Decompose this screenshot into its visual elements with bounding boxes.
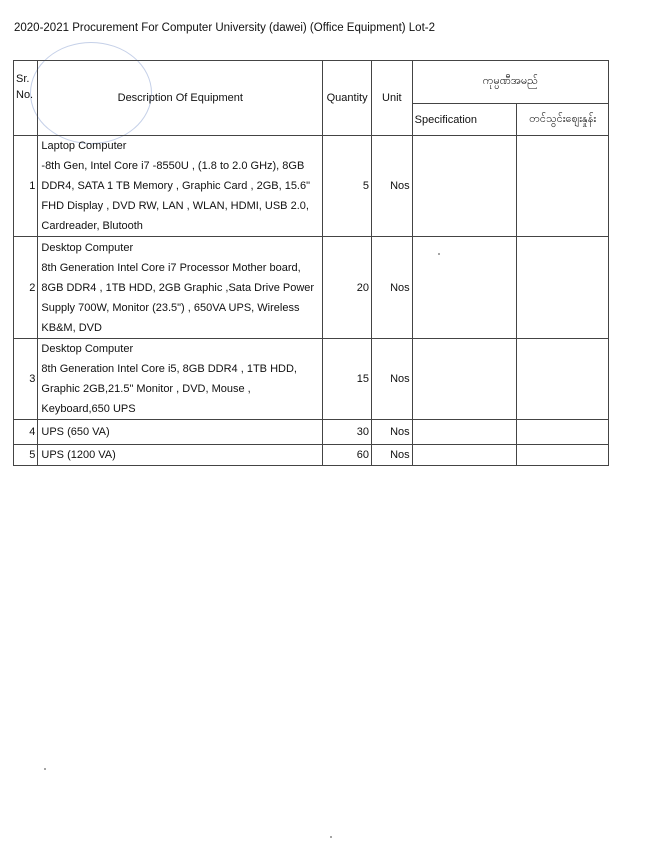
scan-speck [330,836,332,838]
header-quantity: Quantity [323,61,372,136]
row-quantity: 15 [323,339,372,420]
row-description [38,237,323,339]
document-title: 2020-2021 Procurement For Computer University (dawei) (Office Equipment) Lot-2 [14,22,435,34]
row-specification-cell [412,339,517,420]
row-sr: 5 [14,445,38,466]
row-price-cell [517,445,609,466]
description-line: Laptop Computer [41,140,127,152]
row-specification-cell [412,420,517,445]
row-price-cell [517,339,609,420]
header-company-name: ကုမ္ပဏီအမည် [412,61,608,104]
description-line: FHD Display , DVD RW, LAN , WLAN, HDMI, USB 2.0, [41,200,309,212]
table-header-row [14,61,609,104]
table-row [14,420,609,445]
row-unit: Nos [372,237,413,339]
description-line: Desktop Computer [41,343,134,355]
row-specification-cell [412,237,517,339]
description-line: Supply 700W, Monitor (23.5") , 650VA UPS, Wireless [41,301,300,314]
row-sr: 2 [14,237,38,339]
row-quantity: 20 [323,237,372,339]
row-description [38,420,323,445]
row-quantity: 5 [323,136,372,237]
row-specification-cell [412,136,517,237]
row-unit: Nos [372,420,413,445]
table-row [14,445,609,466]
row-specification-cell [412,445,517,466]
table-row [14,237,609,339]
row-price-cell [517,420,609,445]
header-price: တင်သွင်းဈေးနှုန်း [517,104,609,136]
description-line: -8th Gen, Intel Core i7 -8550U , (1.8 to 2.0 GHz), 8GB [41,160,305,172]
row-unit: Nos [372,445,413,466]
description-line: Keyboard,650 UPS [41,403,136,415]
description-line: UPS (650 VA) [41,426,110,438]
description-line: Cardreader, Blutooth [41,220,143,232]
row-quantity: 30 [323,420,372,445]
row-sr: 1 [14,136,38,237]
description-line: Desktop Computer [41,241,134,254]
row-sr: 4 [14,420,38,445]
row-description [38,339,323,420]
description-line: Graphic 2GB,21.5" Monitor , DVD, Mouse , [41,383,251,395]
row-unit: Nos [372,339,413,420]
description-line: 8GB DDR4 , 1TB HDD, 2GB Graphic ,Sata Drive Power [41,281,315,294]
table-row [14,136,609,237]
table-row [14,339,609,420]
scan-speck [44,768,46,770]
header-description: Description Of Equipment [38,61,323,136]
description-line: 8th Generation Intel Core i7 Processor Mother board, [41,261,301,274]
description-line: DDR4, SATA 1 TB Memory , Graphic Card , 2GB, 15.6" [41,180,311,192]
row-description [38,136,323,237]
header-unit: Unit [372,61,413,136]
row-sr: 3 [14,339,38,420]
row-description [38,445,323,466]
row-price-cell [517,136,609,237]
scan-speck [438,253,440,255]
description-line: UPS (1200 VA) [41,449,116,461]
description-line: 8th Generation Intel Core i5, 8GB DDR4 , 1TB HDD, [41,363,297,375]
row-quantity: 60 [323,445,372,466]
header-sr: Sr. [16,73,30,85]
row-price-cell [517,237,609,339]
procurement-table [13,60,609,466]
header-no: No. [16,89,34,101]
description-line: KB&M, DVD [41,321,102,334]
header-sr-no [14,61,38,136]
header-specification: Specification [412,104,517,136]
row-unit: Nos [372,136,413,237]
